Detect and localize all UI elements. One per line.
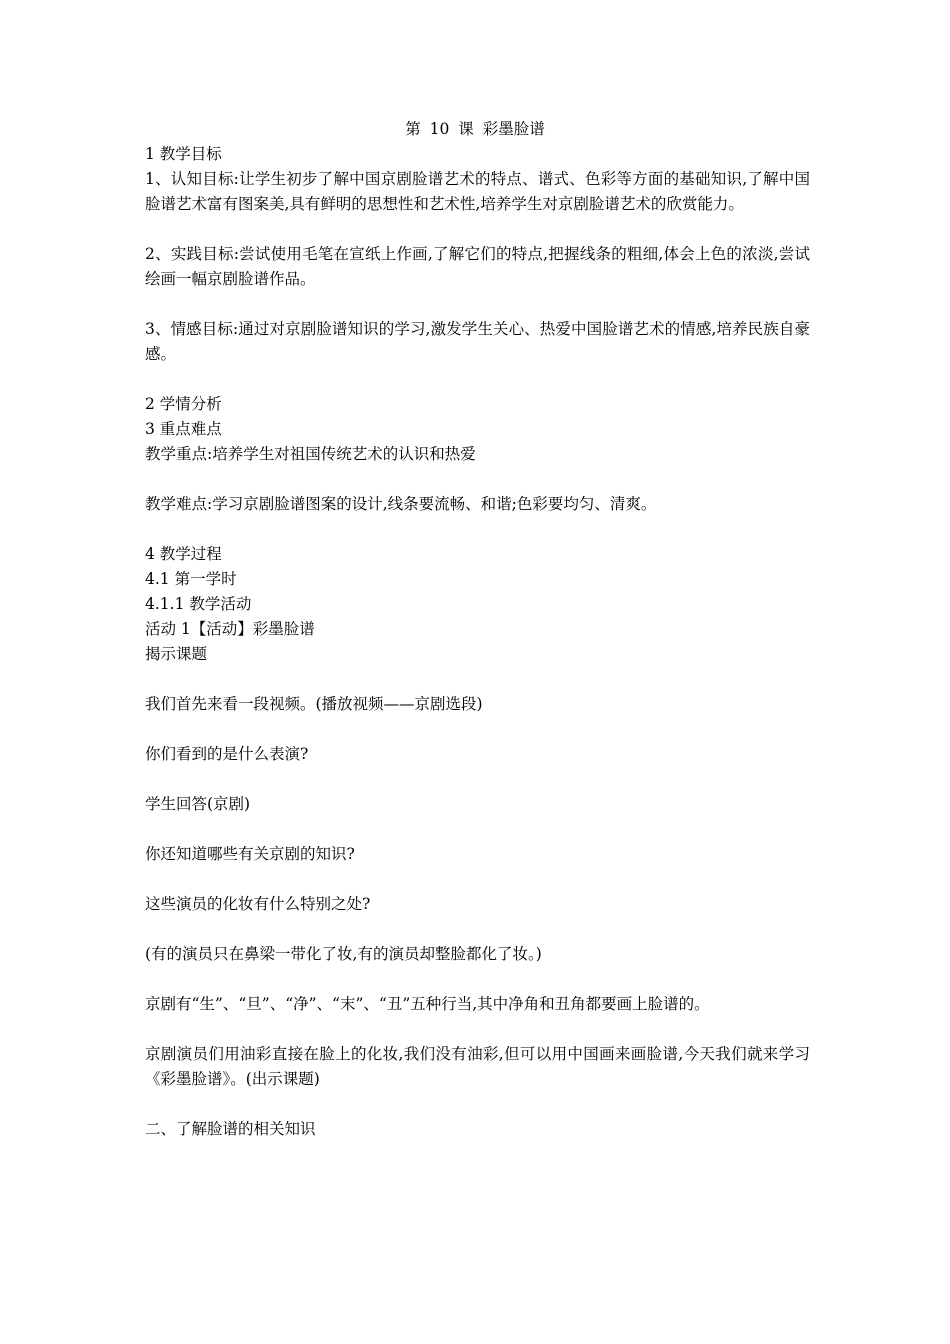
paragraph-question-knowledge: 你还知道哪些有关京剧的知识?: [145, 845, 355, 863]
document-title: 第 10 课 彩墨脸谱: [405, 120, 545, 138]
paragraph-key-point: 教学重点:培养学生对祖国传统艺术的认识和热爱: [145, 445, 476, 463]
heading-teaching-goals: 1 教学目标: [145, 145, 222, 163]
paragraph-five-roles: 京剧有“生”、“旦”、“净”、“末”、“丑”五种行当,其中净角和丑角都要画上脸谱的。: [145, 995, 710, 1013]
paragraph-reveal-topic: 揭示课题: [145, 645, 208, 663]
paragraph-practice-goal: 2、实践目标:尝试使用毛笔在宣纸上作画,了解它们的特点,把握线条的粗细,体会上色的浓淡,尝试绘画一幅京剧脸谱作品。: [145, 245, 810, 288]
document-body: [145, 142, 810, 1142]
heading-first-lesson: 4.1 第一学时: [145, 570, 237, 588]
paragraph-cognitive-goal: 1、认知目标:让学生初步了解中国京剧脸谱艺术的特点、谱式、色彩等方面的基础知识,了解中国脸谱艺术富有图案美,具有鲜明的思想性和艺术性,培养学生对京剧脸谱艺术的欣赏能力。: [145, 170, 810, 213]
paragraph-watch-video: 我们首先来看一段视频。(播放视频——京剧选段): [145, 695, 483, 713]
paragraph-difficulty: 教学难点:学习京剧脸谱图案的设计,线条要流畅、和谐;色彩要均匀、清爽。: [145, 495, 657, 513]
paragraph-emotion-goal: 3、情感目标:通过对京剧脸谱知识的学习,激发学生关心、热爱中国脸谱艺术的情感,培养民族自豪感。: [145, 320, 810, 363]
heading-teaching-activities: 4.1.1 教学活动: [145, 595, 252, 613]
paragraph-question-makeup: 这些演员的化妆有什么特别之处?: [145, 895, 371, 913]
paragraph-makeup-answer: (有的演员只在鼻梁一带化了妆,有的演员却整脸都化了妆。): [145, 945, 542, 963]
paragraph-student-answer: 学生回答(京剧): [145, 795, 251, 813]
paragraph-question-performance: 你们看到的是什么表演?: [145, 745, 309, 763]
heading-teaching-process: 4 教学过程: [145, 545, 222, 563]
heading-section-two: 二、了解脸谱的相关知识: [145, 1120, 316, 1138]
heading-activity-1: 活动 1【活动】彩墨脸谱: [145, 620, 315, 638]
heading-key-points: 3 重点难点: [145, 420, 222, 438]
paragraph-introduce-topic: 京剧演员们用油彩直接在脸上的化妆,我们没有油彩,但可以用中国画来画脸谱,今天我们就来学习《彩墨脸谱》。(出示课题): [145, 1045, 810, 1088]
heading-student-analysis: 2 学情分析: [145, 395, 222, 413]
